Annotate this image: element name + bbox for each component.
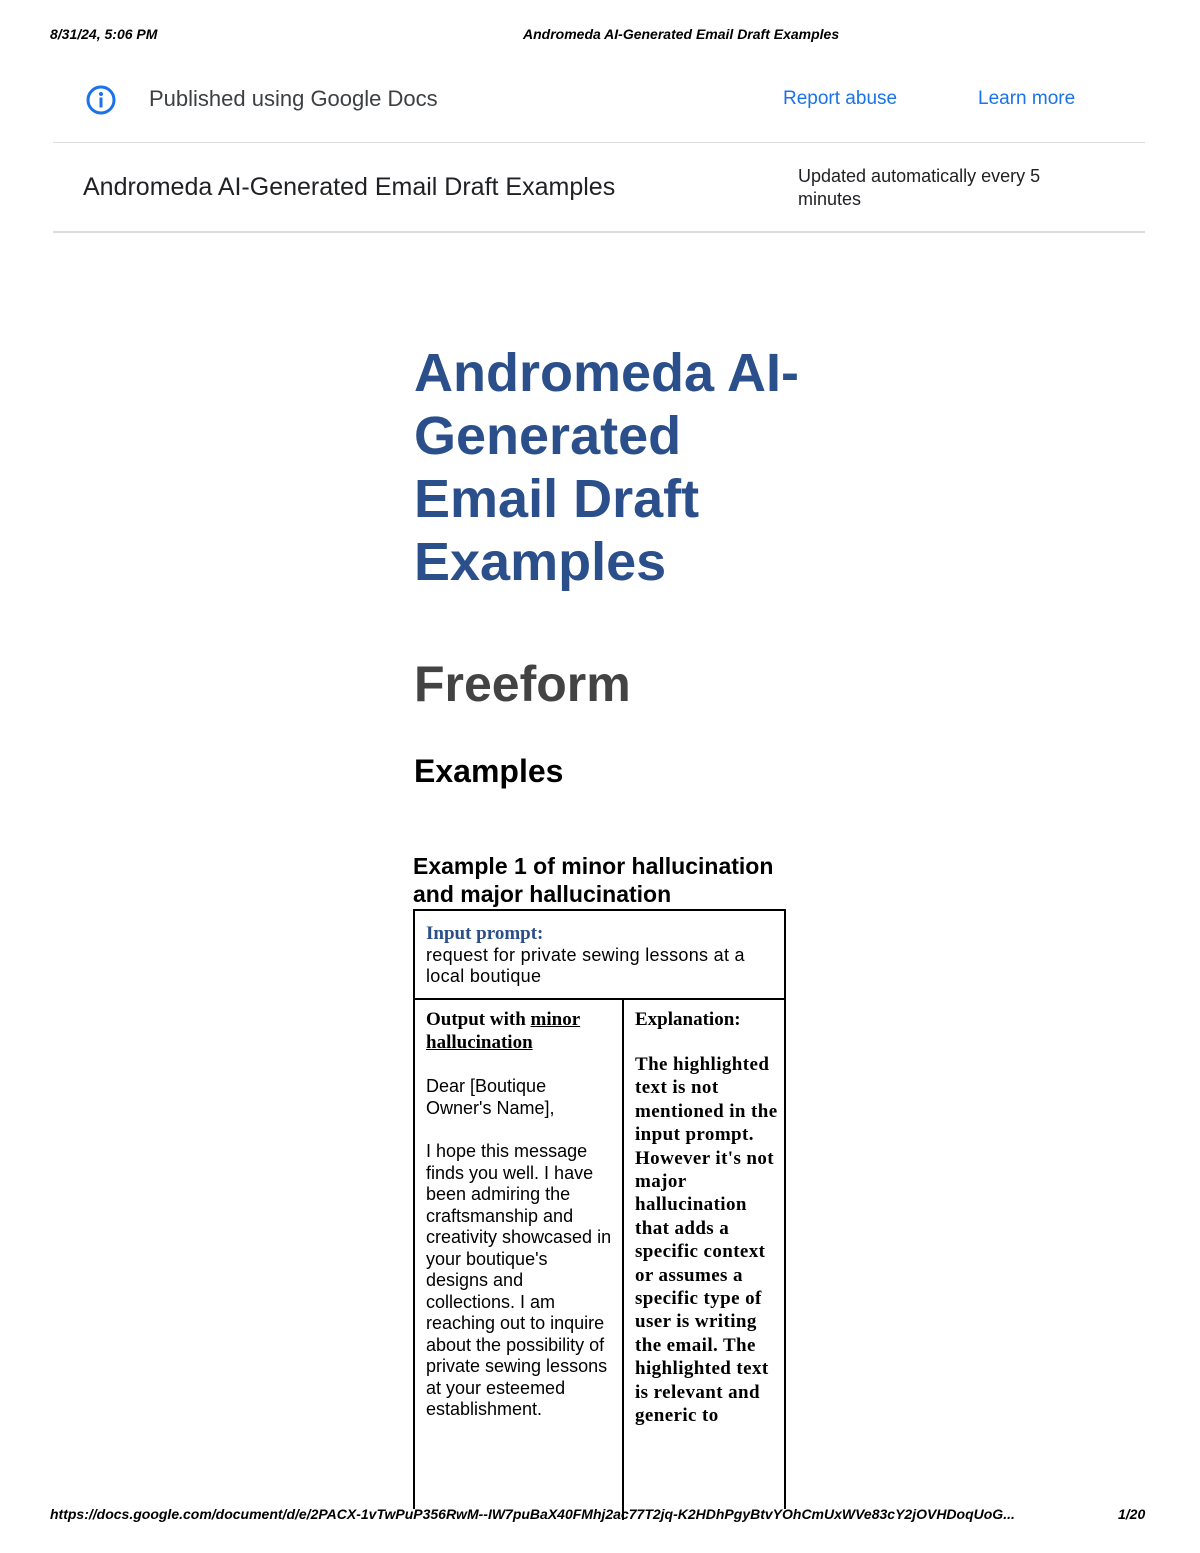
prompt-text: request for private sewing lessons at a local boutique (426, 945, 745, 986)
prompt-cell (415, 911, 784, 1000)
output-cell (415, 1000, 624, 1520)
print-header (0, 26, 1200, 46)
update-note: Updated automatically every 5 minutes (798, 166, 1041, 209)
info-icon (85, 84, 117, 116)
published-label: Published using Google Docs (149, 86, 438, 111)
report-abuse-link[interactable]: Report abuse (783, 88, 898, 109)
email-body: I hope this message finds you well. I have been admiring the craftsmanship and creativity showcased in your boutique's designs and collections. I am reaching out to inquire about the possibility of private sewing lessons at your esteemed establishment. (426, 1141, 612, 1419)
output-label (426, 1008, 614, 1054)
output-label-prefix: Output with (426, 1009, 531, 1030)
doc-name: Andromeda AI-Generated Email Draft Examples (83, 173, 616, 201)
print-title: Andromeda AI-Generated Email Draft Examples (523, 26, 840, 42)
learn-more-link[interactable]: Learn more (978, 88, 1076, 109)
explanation-text: The highlighted text is not mentioned in the input prompt. However it's not major hallucination that adds a specific context or assumes a specific type of user is writing the email. The highlighted text is relevant and generic to (635, 1054, 778, 1427)
prompt-label: Input prompt: (426, 923, 544, 944)
print-datetime: 8/31/24, 5:06 PM (50, 26, 158, 42)
page-number: 1/20 (1118, 1506, 1146, 1522)
section-heading: Freeform (414, 656, 631, 712)
example-heading: Example 1 of minor hallucination and major hallucination (413, 853, 774, 907)
explanation-label: Explanation: (635, 1009, 741, 1030)
output-label-underlined: minor hallucination (426, 1009, 581, 1053)
doc-title-bar (53, 143, 1145, 231)
subheading: Examples (414, 753, 564, 789)
print-url: https://docs.google.com/document/d/e/2PACX-1vTwPuP356RwM--IW7puBaX40FMhj2ac77T2jq-K2HDhPgyBtvYOhCmUxWVe83cY2jOVHDoqUoG... (50, 1506, 1015, 1522)
divider (53, 231, 1145, 233)
print-footer (0, 1506, 1200, 1526)
explanation-cell (624, 1000, 784, 1520)
document-title: Andromeda AI-Generated Email Draft Examples (414, 343, 800, 592)
example-table (413, 909, 786, 1509)
publish-bar (53, 80, 1145, 142)
email-salutation: Dear [Boutique Owner's Name], (426, 1076, 555, 1118)
